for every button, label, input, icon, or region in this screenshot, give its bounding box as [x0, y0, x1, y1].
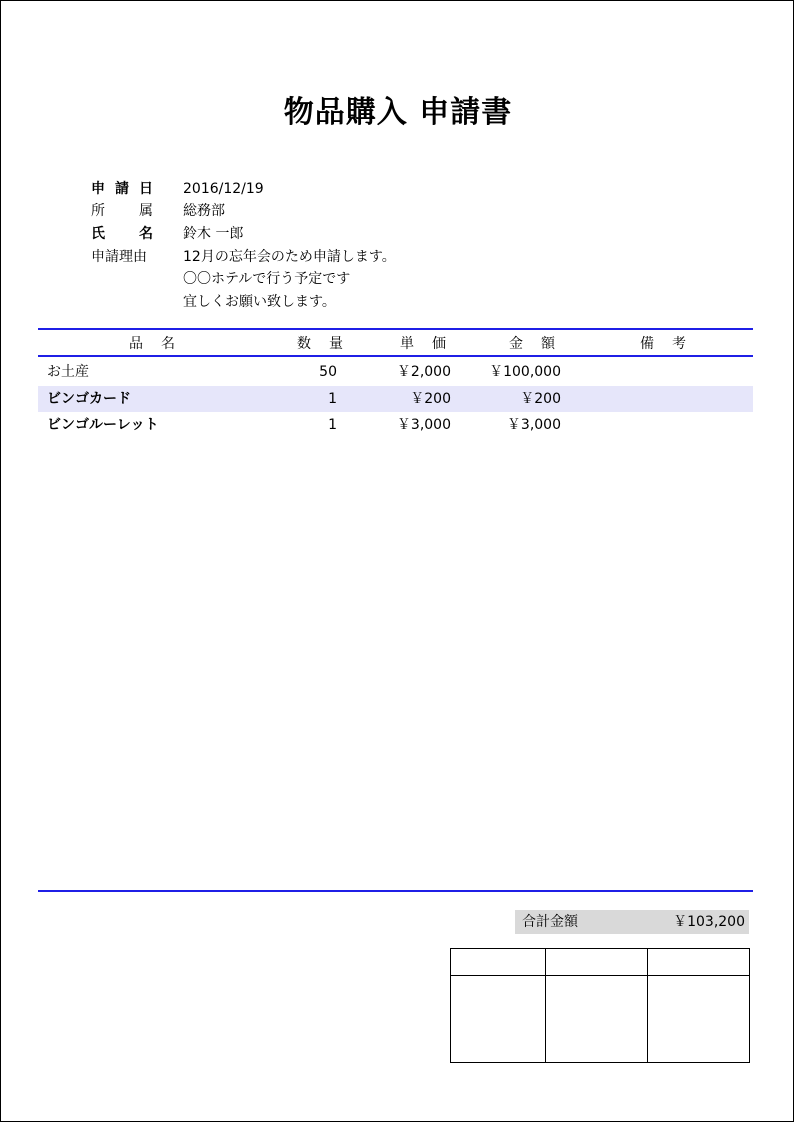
row-item: お土産	[47, 364, 89, 380]
info-name-label: 氏 名	[91, 226, 153, 242]
stamp-divider	[545, 949, 546, 1062]
stamp-header-divider	[451, 975, 749, 976]
info-date-label: 申 請 日	[91, 181, 153, 197]
header-remarks: 備 考	[640, 336, 686, 352]
info-date-value: 2016/12/19	[183, 181, 264, 197]
info-reason-line-3: 宜しくお願い致します。	[183, 294, 336, 310]
row-item: ビンゴルーレット	[47, 417, 159, 433]
info-name-value: 鈴木 一郎	[183, 226, 244, 242]
stamp-divider	[647, 949, 648, 1062]
table-row	[38, 359, 753, 385]
table-bottom-rule	[38, 890, 753, 892]
row-amount: ￥200	[520, 391, 561, 407]
header-amount: 金 額	[509, 336, 555, 352]
row-unit-price: ￥2,000	[396, 364, 451, 380]
info-department-label: 所 属	[91, 203, 153, 219]
table-top-rule	[38, 328, 753, 330]
table-header-rule	[38, 355, 753, 357]
info-reason-line-2: 〇〇ホテルで行う予定です	[183, 271, 351, 287]
total-box	[515, 910, 749, 934]
info-department-value: 総務部	[183, 203, 225, 219]
row-amount: ￥3,000	[506, 417, 561, 433]
row-unit-price: ￥3,000	[396, 417, 451, 433]
header-item: 品 名	[129, 336, 175, 352]
info-reason-label: 申請理由	[91, 249, 147, 265]
info-reason-line-1: 12月の忘年会のため申請します。	[183, 249, 396, 265]
row-unit-price: ￥200	[410, 391, 451, 407]
total-label: 合計金額	[522, 914, 578, 930]
row-qty: 50	[319, 364, 337, 380]
row-qty: 1	[328, 391, 337, 407]
header-unit-price: 単 価	[400, 336, 446, 352]
approval-stamp-table	[450, 948, 750, 1063]
total-value: ￥103,200	[673, 914, 745, 930]
table-row	[38, 412, 753, 438]
header-qty: 数 量	[297, 336, 343, 352]
row-item: ビンゴカード	[47, 391, 131, 407]
row-amount: ￥100,000	[489, 364, 561, 380]
document-title: 物品購入 申請書	[283, 95, 513, 130]
row-qty: 1	[328, 417, 337, 433]
table-row	[38, 386, 753, 412]
